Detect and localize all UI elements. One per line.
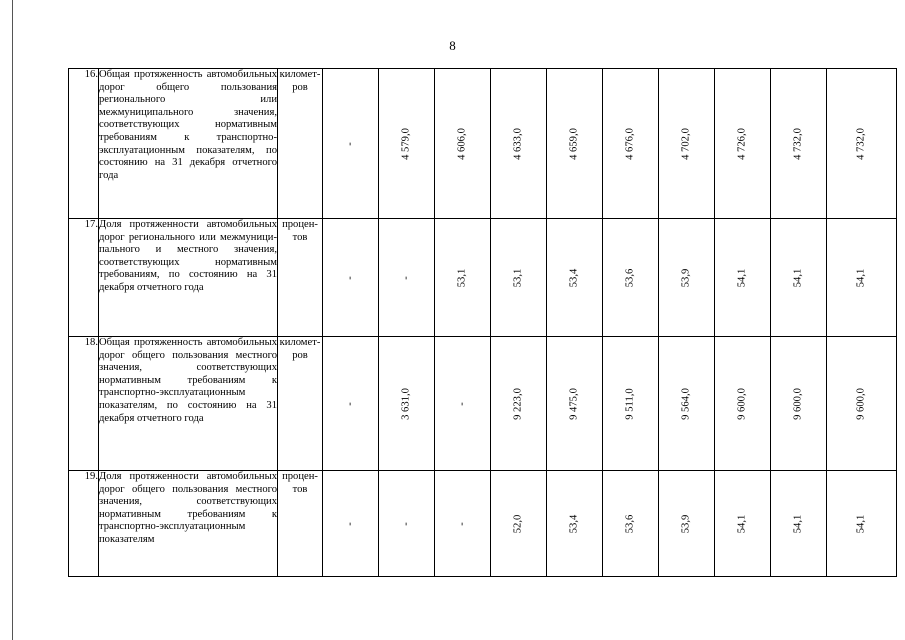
indicators-table bbox=[68, 68, 897, 577]
unit-of-measure: процентов bbox=[278, 471, 323, 577]
value-cell bbox=[659, 219, 715, 337]
value-cell bbox=[715, 219, 771, 337]
value-cell bbox=[603, 337, 659, 471]
value-text: 9 223,0 bbox=[512, 387, 524, 420]
value-cell bbox=[379, 337, 435, 471]
value-text: 54,1 bbox=[792, 268, 804, 287]
value-text: 9 475,0 bbox=[568, 387, 580, 420]
value-cell bbox=[435, 337, 491, 471]
value-cell bbox=[435, 69, 491, 219]
value-text: 4 606,0 bbox=[456, 127, 468, 160]
value-cell bbox=[547, 471, 603, 577]
value-cell bbox=[659, 69, 715, 219]
value-text: 4 732,0 bbox=[855, 127, 867, 160]
table-row bbox=[69, 337, 897, 471]
row-number: 19. bbox=[69, 471, 99, 577]
table-body bbox=[69, 69, 897, 577]
table-row bbox=[69, 471, 897, 577]
value-text: 4 702,0 bbox=[680, 127, 692, 160]
value-text: 53,9 bbox=[680, 268, 692, 287]
value-text: 9 600,0 bbox=[792, 387, 804, 420]
value-cell bbox=[323, 471, 379, 577]
table-row bbox=[69, 69, 897, 219]
unit-of-measure: процентов bbox=[278, 219, 323, 337]
value-text: 4 726,0 bbox=[736, 127, 748, 160]
unit-of-measure: километров bbox=[278, 337, 323, 471]
value-cell bbox=[715, 337, 771, 471]
value-cell bbox=[827, 337, 897, 471]
table-row bbox=[69, 219, 897, 337]
value-cell bbox=[435, 219, 491, 337]
value-cell bbox=[603, 69, 659, 219]
indicator-name: Общая протяженность автомобильных дорог общего пользования местного значения, соответствующих нормативным требованиям к транспортно-эксплуатационным показателям, по состоянию на 31 декабря отчетного года bbox=[99, 337, 278, 471]
value-text: 53,4 bbox=[568, 268, 580, 287]
value-text: 54,1 bbox=[855, 268, 867, 287]
value-text: 53,6 bbox=[624, 514, 636, 533]
value-text: 54,1 bbox=[792, 514, 804, 533]
value-cell bbox=[771, 69, 827, 219]
value-text: - bbox=[400, 521, 412, 526]
value-cell bbox=[659, 337, 715, 471]
row-number: 16. bbox=[69, 69, 99, 219]
value-cell bbox=[323, 219, 379, 337]
value-text: - bbox=[400, 275, 412, 280]
value-text: 4 732,0 bbox=[792, 127, 804, 160]
value-text: 53,9 bbox=[680, 514, 692, 533]
value-text: 53,1 bbox=[512, 268, 524, 287]
value-cell bbox=[547, 69, 603, 219]
value-cell bbox=[491, 219, 547, 337]
indicator-name: Доля протяженности автомобильных дорог регионального или межмуниципального и местного значения, соответствующих нормативным требованиям, по состоянию на 31 декабря отчетного года bbox=[99, 219, 278, 337]
value-cell bbox=[379, 471, 435, 577]
value-text: 53,6 bbox=[624, 268, 636, 287]
row-number: 18. bbox=[69, 337, 99, 471]
unit-of-measure: километров bbox=[278, 69, 323, 219]
value-cell bbox=[323, 69, 379, 219]
value-text: 54,1 bbox=[855, 514, 867, 533]
value-text: 4 633,0 bbox=[512, 127, 524, 160]
value-text: 53,4 bbox=[568, 514, 580, 533]
value-cell bbox=[827, 219, 897, 337]
value-text: 52,0 bbox=[512, 514, 524, 533]
indicator-name: Доля протяженности автомобильных дорог общего пользования местного значения, соответствующих нормативным требованиям к транспортно-эксплуатационным показателям bbox=[99, 471, 278, 577]
value-text: - bbox=[344, 521, 356, 526]
value-text: 9 600,0 bbox=[855, 387, 867, 420]
page-number: 8 bbox=[449, 38, 456, 53]
binding-margin-line bbox=[12, 0, 13, 640]
value-cell bbox=[491, 69, 547, 219]
value-cell bbox=[715, 471, 771, 577]
value-cell bbox=[771, 471, 827, 577]
value-text: - bbox=[456, 401, 468, 406]
value-text: 4 579,0 bbox=[400, 127, 412, 160]
value-cell bbox=[771, 337, 827, 471]
value-cell bbox=[547, 219, 603, 337]
value-text: 4 659,0 bbox=[568, 127, 580, 160]
value-cell bbox=[379, 219, 435, 337]
value-text: 9 511,0 bbox=[624, 387, 636, 420]
value-cell bbox=[715, 69, 771, 219]
value-text: 54,1 bbox=[736, 514, 748, 533]
value-cell bbox=[771, 219, 827, 337]
value-cell bbox=[547, 337, 603, 471]
value-text: 9 564,0 bbox=[680, 387, 692, 420]
value-cell bbox=[379, 69, 435, 219]
value-text: - bbox=[456, 521, 468, 526]
value-text: 54,1 bbox=[736, 268, 748, 287]
value-text: 53,1 bbox=[456, 268, 468, 287]
value-cell bbox=[659, 471, 715, 577]
value-cell bbox=[323, 337, 379, 471]
value-cell bbox=[827, 471, 897, 577]
indicator-name: Общая протяженность автомобильных дорог общего пользования регионального или межмуниципального значения, соответствующих нормативным требованиям к транспортно-эксплуатационным показателям, по состоянию на 31 декабря отчетного года bbox=[99, 69, 278, 219]
value-text: 9 600,0 bbox=[736, 387, 748, 420]
row-number: 17. bbox=[69, 219, 99, 337]
value-text: - bbox=[344, 275, 356, 280]
value-text: - bbox=[344, 401, 356, 406]
value-cell bbox=[603, 471, 659, 577]
value-cell bbox=[491, 471, 547, 577]
value-cell bbox=[491, 337, 547, 471]
value-cell bbox=[827, 69, 897, 219]
value-text: 4 676,0 bbox=[624, 127, 636, 160]
value-cell bbox=[435, 471, 491, 577]
value-text: - bbox=[344, 141, 356, 146]
value-cell bbox=[603, 219, 659, 337]
value-text: 3 631,0 bbox=[400, 387, 412, 420]
